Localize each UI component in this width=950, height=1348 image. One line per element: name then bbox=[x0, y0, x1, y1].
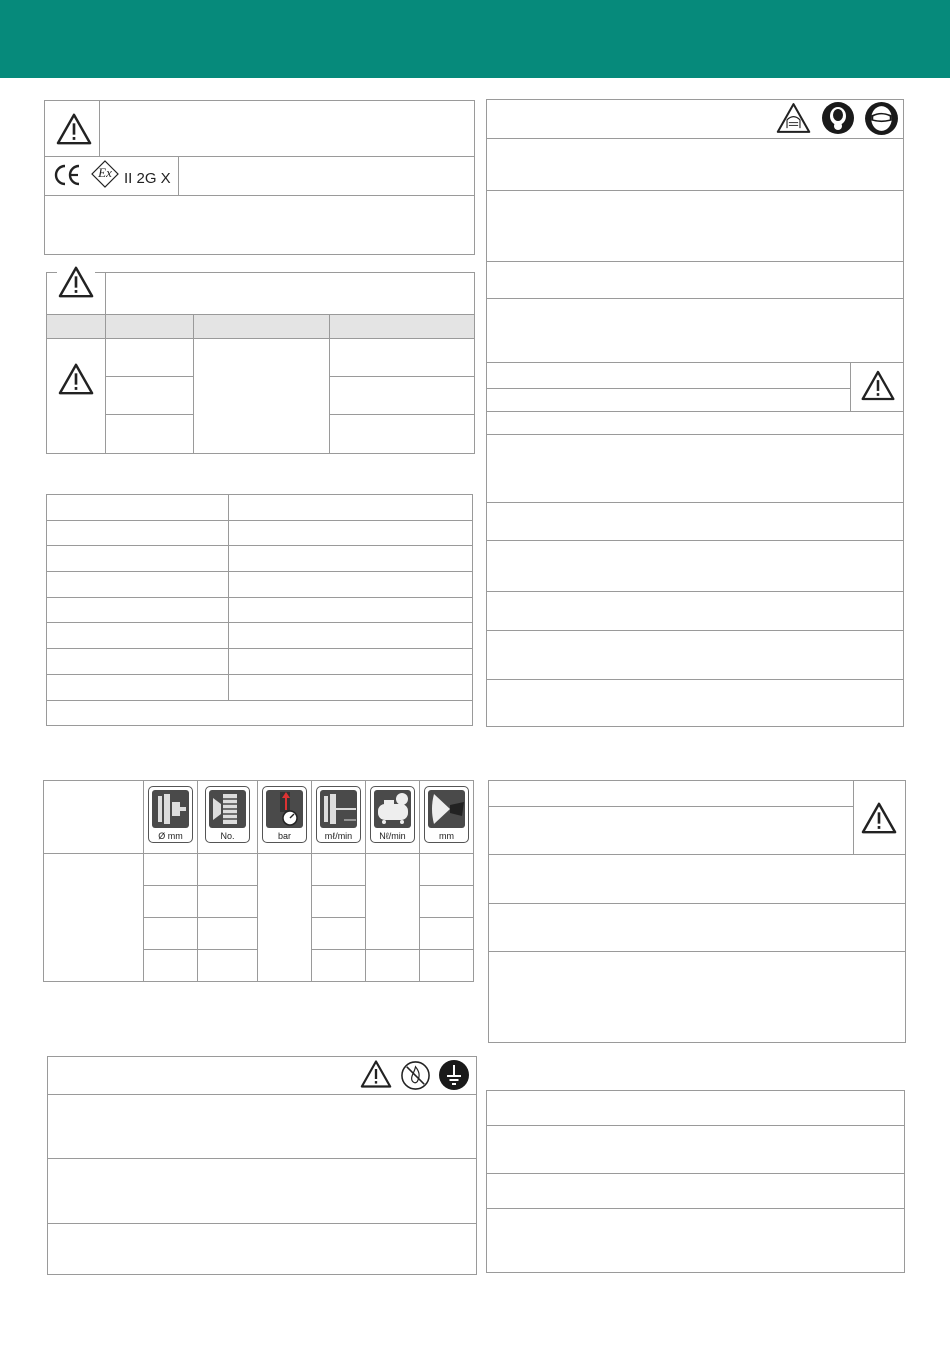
table-rule bbox=[46, 545, 473, 546]
table-rule bbox=[46, 571, 473, 572]
picto-label: bar bbox=[277, 831, 291, 841]
table-rule bbox=[143, 885, 257, 886]
technical-data-table bbox=[46, 494, 473, 726]
table-rule bbox=[419, 885, 474, 886]
table-rule bbox=[329, 376, 475, 377]
fluid-flow-icon bbox=[316, 786, 361, 843]
table-rule bbox=[143, 917, 257, 918]
table-rule bbox=[488, 806, 853, 807]
table-rule bbox=[486, 679, 904, 680]
atex-category: II 2G X bbox=[124, 170, 171, 187]
table-rule bbox=[486, 591, 904, 592]
table-rule bbox=[46, 520, 473, 521]
warning-triangle-icon bbox=[57, 265, 95, 299]
table-rule bbox=[46, 700, 473, 701]
ex-mark-icon bbox=[91, 160, 119, 188]
ppe-box bbox=[486, 99, 904, 727]
grounding-icon bbox=[438, 1059, 470, 1091]
respirator-mask-icon bbox=[821, 101, 855, 135]
table-rule bbox=[486, 1173, 905, 1174]
table-rule bbox=[850, 362, 851, 411]
table-rule bbox=[486, 388, 850, 389]
table-rule bbox=[329, 314, 330, 454]
table-rule bbox=[486, 1125, 905, 1126]
table-rule bbox=[853, 780, 854, 855]
maintenance-box bbox=[486, 1090, 905, 1273]
table-rule bbox=[311, 780, 312, 982]
table-rule bbox=[419, 780, 420, 982]
table-rule bbox=[488, 951, 906, 952]
table-rule bbox=[46, 338, 475, 339]
safety-goggles-icon bbox=[864, 101, 899, 136]
table-rule bbox=[44, 156, 475, 157]
table-rule bbox=[329, 414, 475, 415]
ex-mark-text: Ex bbox=[98, 165, 112, 180]
table-rule bbox=[486, 630, 904, 631]
warning-triangle-icon bbox=[860, 369, 896, 402]
table-rule bbox=[105, 376, 193, 377]
table-rule bbox=[311, 917, 365, 918]
warning-triangle-icon bbox=[57, 362, 95, 396]
table-rule bbox=[105, 414, 193, 415]
table-rule bbox=[46, 648, 473, 649]
table-rule bbox=[105, 314, 106, 454]
table-rule bbox=[46, 597, 473, 598]
table-rule bbox=[46, 622, 473, 623]
table-rule bbox=[365, 780, 366, 982]
picto-label: Ø mm bbox=[158, 831, 183, 841]
table-rule bbox=[311, 885, 365, 886]
table-rule bbox=[486, 190, 904, 191]
hazard-table bbox=[46, 272, 475, 454]
pressure-gauge-icon bbox=[262, 786, 307, 843]
table-rule bbox=[197, 780, 198, 982]
table-rule bbox=[486, 502, 904, 503]
table-rule bbox=[178, 156, 179, 196]
picto-label: mℓ/min bbox=[324, 831, 353, 841]
picto-label: No. bbox=[220, 831, 235, 841]
header-band bbox=[0, 0, 950, 78]
table-rule bbox=[46, 314, 475, 315]
warning-triangle-icon bbox=[860, 801, 898, 835]
table-rule bbox=[44, 195, 475, 196]
table-header-shade bbox=[47, 315, 474, 338]
table-rule bbox=[143, 780, 144, 982]
table-rule bbox=[143, 949, 257, 950]
table-rule bbox=[486, 298, 904, 299]
warning-triangle-icon bbox=[359, 1059, 393, 1089]
ce-mark-icon bbox=[52, 162, 82, 188]
table-rule bbox=[486, 138, 904, 139]
table-rule bbox=[486, 411, 904, 412]
compressor-icon bbox=[370, 786, 415, 843]
table-rule bbox=[47, 1158, 477, 1159]
table-rule bbox=[105, 272, 106, 315]
table-rule bbox=[257, 780, 258, 982]
table-rule bbox=[47, 1094, 477, 1095]
picto-label: mm bbox=[439, 831, 454, 841]
warning-face-icon bbox=[775, 101, 812, 135]
table-rule bbox=[488, 903, 906, 904]
table-rule bbox=[311, 949, 474, 950]
table-rule bbox=[419, 917, 474, 918]
picto-label: Nℓ/min bbox=[379, 831, 406, 841]
table-rule bbox=[43, 853, 474, 854]
table-rule bbox=[47, 1223, 477, 1224]
table-rule bbox=[486, 362, 904, 363]
table-rule bbox=[486, 540, 904, 541]
air-cap-number-icon bbox=[205, 786, 250, 843]
table-rule bbox=[46, 674, 473, 675]
spray-pattern-icon bbox=[424, 786, 469, 843]
warning-triangle-icon bbox=[55, 112, 93, 146]
table-rule bbox=[488, 854, 906, 855]
table-rule bbox=[99, 100, 100, 157]
table-rule bbox=[486, 261, 904, 262]
operation-warning-box bbox=[488, 780, 906, 1043]
table-rule bbox=[193, 314, 194, 454]
nozzle-diameter-icon bbox=[148, 786, 193, 843]
table-rule bbox=[486, 1208, 905, 1209]
table-rule bbox=[486, 434, 904, 435]
no-open-flame-icon bbox=[400, 1060, 431, 1091]
